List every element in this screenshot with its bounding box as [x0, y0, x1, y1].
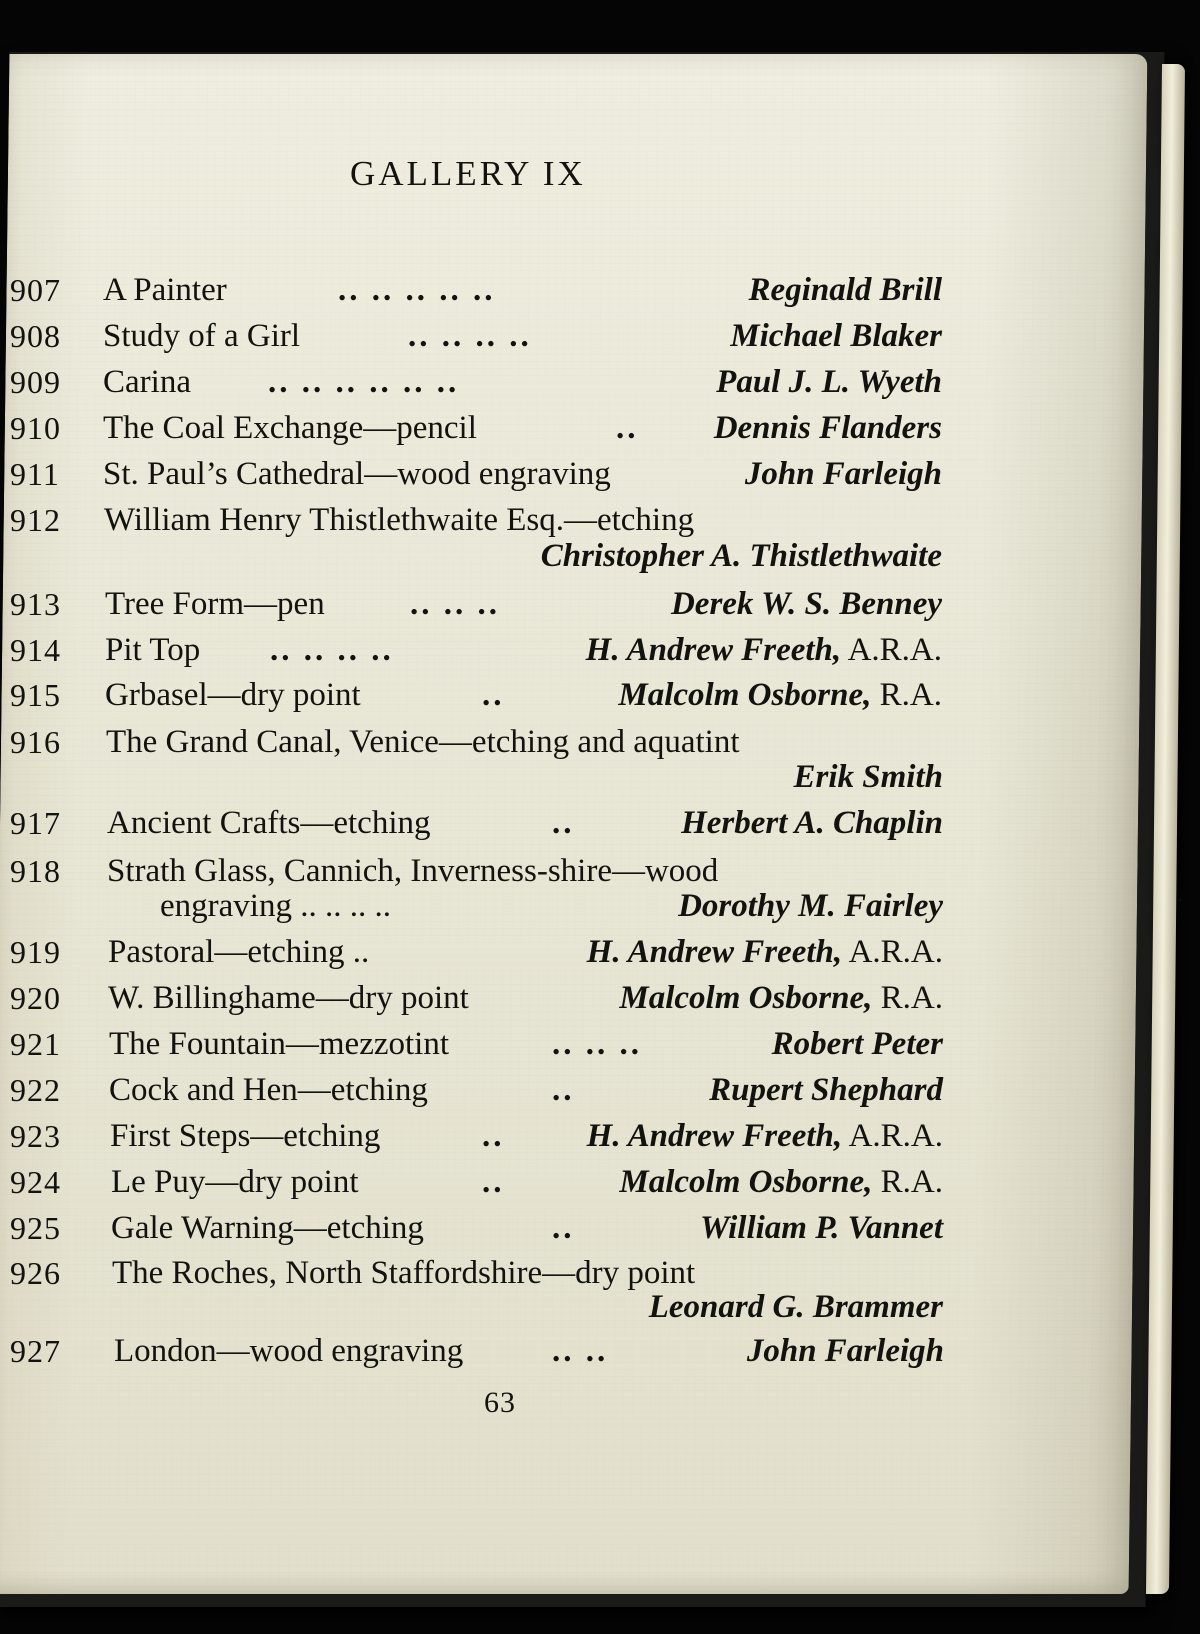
entry-title: Cock and Hen—etching — [109, 1072, 428, 1108]
entry-912 — [0, 504, 1100, 590]
entry-title: Le Puy—dry point — [111, 1164, 359, 1200]
entry-number: 913 — [10, 586, 61, 622]
leader-dots: .. .. .. — [552, 1026, 642, 1062]
entry-927 — [0, 1335, 1100, 1387]
artist-name: John Farleigh — [746, 1333, 944, 1369]
entry-number: 919 — [10, 934, 61, 970]
entry-number: 912 — [10, 502, 61, 538]
entry-number: 915 — [10, 677, 61, 713]
entry-number: 910 — [10, 410, 61, 446]
leader-dots: .. — [552, 1072, 575, 1108]
entry-number: 925 — [10, 1210, 62, 1246]
leader-dots: .. — [482, 1118, 505, 1154]
entry-title: Strath Glass, Cannich, Inverness-shire—wood — [107, 853, 719, 889]
entry-title: First Steps—etching — [110, 1118, 381, 1154]
leader-dots: .. .. .. .. — [270, 632, 394, 668]
entry-918 — [0, 855, 1100, 945]
entry-title: William Henry Thistlethwaite Esq.—etching — [104, 502, 695, 538]
entry-title: Study of a Girl — [103, 318, 301, 354]
entry-title: The Grand Canal, Venice—etching and aquatint — [106, 724, 740, 760]
artist-name: Dorothy M. Fairley — [678, 888, 943, 924]
entry-title: Gale Warning—etching — [111, 1210, 424, 1246]
entry-number: 917 — [10, 805, 61, 841]
artist-name: Malcolm Osborne, R.A. — [618, 677, 942, 713]
entry-title: W. Billinghame—dry point — [108, 980, 469, 1016]
entry-title: Carina — [103, 364, 191, 400]
entry-number: 918 — [10, 853, 61, 889]
entry-number: 927 — [10, 1333, 61, 1369]
artist-name: John Farleigh — [744, 456, 942, 492]
entry-title: Tree Form—pen — [105, 586, 325, 622]
entry-number: 921 — [10, 1026, 61, 1062]
gallery-title: GALLERY IX — [350, 154, 586, 193]
entry-number: 926 — [10, 1255, 62, 1291]
artist-name: H. Andrew Freeth, A.R.A. — [586, 934, 943, 970]
entry-title: Pit Top — [105, 632, 201, 668]
artist-name: Rupert Shephard — [709, 1072, 943, 1108]
entry-number: 923 — [10, 1118, 62, 1154]
entry-title: St. Paul’s Cathedral—wood engraving — [103, 456, 611, 492]
entry-number: 907 — [10, 272, 61, 308]
entry-926 — [0, 1257, 1100, 1345]
leader-dots: .. — [552, 805, 575, 841]
artist-name: Erik Smith — [793, 759, 943, 795]
entry-title: Ancient Crafts—etching — [107, 805, 431, 841]
artist-name: H. Andrew Freeth, A.R.A. — [586, 1118, 943, 1154]
entry-title: The Fountain—mezzotint — [109, 1026, 450, 1062]
entry-title: The Coal Exchange—pencil — [103, 410, 477, 446]
artist-name: Leonard G. Brammer — [648, 1289, 943, 1325]
catalog-page — [0, 54, 1147, 1594]
entry-number: 909 — [10, 364, 61, 400]
leader-dots: .. — [616, 410, 639, 446]
artist-name: Christopher A. Thistlethwaite — [540, 538, 942, 574]
leader-dots: .. — [482, 677, 505, 713]
leader-dots: .. .. .. .. .. — [338, 272, 496, 308]
artist-name: Reginald Brill — [748, 272, 942, 308]
artist-name: H. Andrew Freeth, A.R.A. — [585, 632, 942, 668]
entry-title: London—wood engraving — [114, 1333, 464, 1369]
catalog-content — [0, 54, 1120, 1594]
entry-title: Pastoral—etching .. — [108, 934, 370, 970]
artist-name: Dennis Flanders — [713, 410, 942, 446]
artist-name: Malcolm Osborne, R.A. — [619, 1164, 943, 1200]
leader-dots: .. — [482, 1164, 505, 1200]
entry-number: 916 — [10, 724, 61, 760]
entry-number: 922 — [10, 1072, 62, 1108]
leader-dots: .. .. .. — [410, 586, 500, 622]
entry-number: 924 — [10, 1164, 61, 1200]
entry-number: 911 — [10, 456, 60, 492]
entry-number: 908 — [10, 318, 61, 354]
artist-name: Michael Blaker — [730, 318, 942, 354]
artist-name: Derek W. S. Benney — [670, 586, 942, 622]
entry-title: A Painter — [103, 272, 227, 308]
entry-number: 914 — [10, 632, 61, 668]
artist-name: Robert Peter — [771, 1026, 943, 1062]
artist-name: Paul J. L. Wyeth — [716, 364, 942, 400]
entry-917 — [0, 807, 1100, 859]
leader-dots: .. .. .. .. .. .. — [268, 364, 460, 400]
entry-title: Grbasel—dry point — [105, 677, 361, 713]
artist-name: Herbert A. Chaplin — [681, 805, 943, 841]
entry-title-continuation: engraving .. .. .. .. — [160, 888, 391, 924]
entry-title: The Roches, North Staffordshire—dry point — [112, 1255, 696, 1291]
page-number: 63 — [484, 1386, 516, 1419]
leader-dots: .. .. .. .. — [408, 318, 532, 354]
entry-916 — [0, 726, 1100, 814]
leader-dots: .. .. — [552, 1333, 609, 1369]
artist-name: Malcolm Osborne, R.A. — [619, 980, 943, 1016]
entry-number: 920 — [10, 980, 61, 1016]
artist-name: William P. Vannet — [700, 1210, 943, 1246]
leader-dots: .. — [552, 1210, 575, 1246]
